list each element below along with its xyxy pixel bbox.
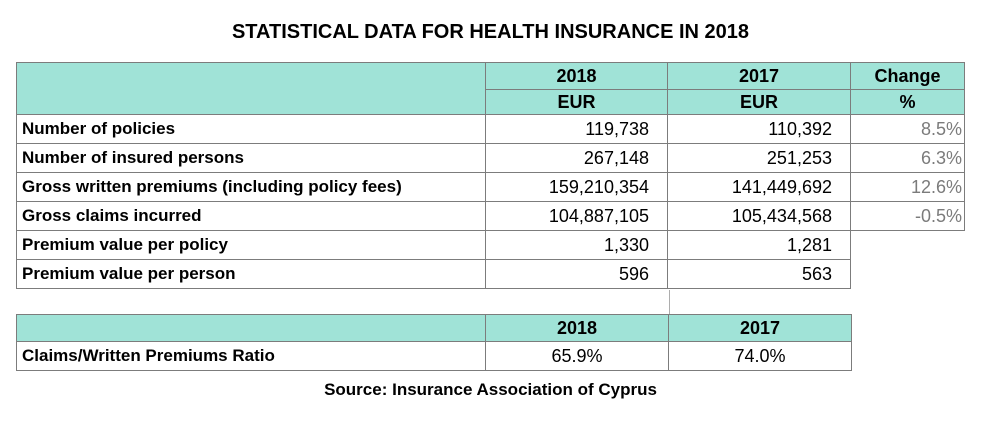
value-2017: 141,449,692 (668, 173, 851, 202)
table-row (17, 144, 965, 173)
table-row (17, 202, 965, 231)
unit-header-change: % (851, 90, 965, 115)
value-2017: 251,253 (668, 144, 851, 173)
value-2018: 1,330 (486, 231, 668, 260)
value-2017: 563 (668, 260, 851, 289)
page-title: STATISTICAL DATA FOR HEALTH INSURANCE IN 2018 (231, 21, 750, 43)
header-empty-cell (17, 63, 486, 115)
ratio-value-2017: 74.0% (669, 342, 852, 371)
table-row (17, 342, 852, 371)
gridline-divider (669, 290, 670, 315)
table-header-row-years (17, 63, 965, 90)
change-value: -0.5% (851, 202, 965, 231)
col-header-2018: 2018 (486, 63, 668, 90)
value-2018: 159,210,354 (486, 173, 668, 202)
row-label: Claims/Written Premiums Ratio (17, 342, 486, 371)
change-value-empty (851, 260, 965, 289)
ratio-value-2018: 65.9% (486, 342, 669, 371)
table-row (17, 115, 965, 144)
col-header-change: Change (851, 63, 965, 90)
value-2018: 267,148 (486, 144, 668, 173)
value-2017: 1,281 (668, 231, 851, 260)
change-value: 12.6% (851, 173, 965, 202)
ratio-header-row (17, 315, 852, 342)
table-row (17, 173, 965, 202)
table-row (17, 231, 965, 260)
table-row (17, 260, 965, 289)
health-insurance-stats-table (16, 62, 965, 289)
ratio-col-header-2018: 2018 (486, 315, 669, 342)
source-caption: Source: Insurance Association of Cyprus (324, 380, 657, 399)
unit-header-2018: EUR (486, 90, 668, 115)
col-header-2017: 2017 (668, 63, 851, 90)
ratio-col-header-2017: 2017 (669, 315, 852, 342)
change-value-empty (851, 231, 965, 260)
value-2018: 119,738 (486, 115, 668, 144)
value-2018: 104,887,105 (486, 202, 668, 231)
value-2017: 105,434,568 (668, 202, 851, 231)
value-2018: 596 (486, 260, 668, 289)
ratio-header-empty-cell (17, 315, 486, 342)
row-label: Number of insured persons (17, 144, 486, 173)
row-label: Premium value per person (17, 260, 486, 289)
unit-header-2017: EUR (668, 90, 851, 115)
row-label: Number of policies (17, 115, 486, 144)
row-label: Gross claims incurred (17, 202, 486, 231)
row-label: Premium value per policy (17, 231, 486, 260)
row-label: Gross written premiums (including policy fees) (17, 173, 486, 202)
value-2017: 110,392 (668, 115, 851, 144)
claims-ratio-table (16, 314, 852, 371)
change-value: 8.5% (851, 115, 965, 144)
change-value: 6.3% (851, 144, 965, 173)
